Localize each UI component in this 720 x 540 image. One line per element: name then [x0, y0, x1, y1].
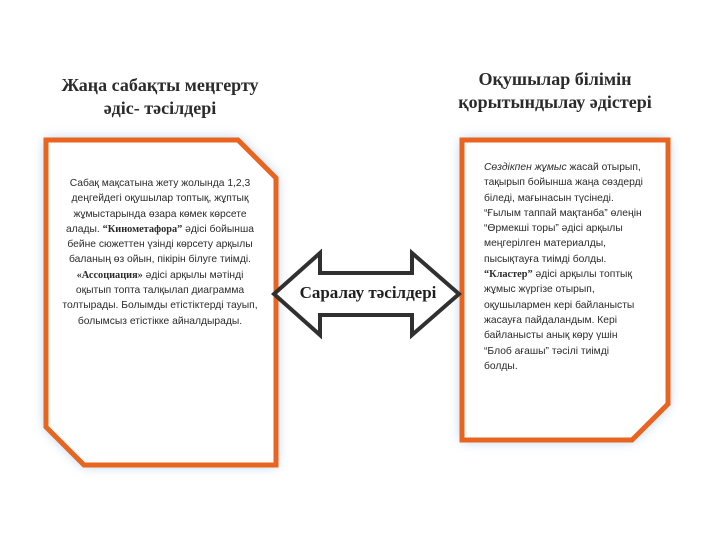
right-term-sozdikpen: Сөздікпен жұмыс — [484, 162, 567, 173]
left-paragraph-1: Сабақ мақсатына жету жолында 1,2,3 деңгейдегі оқушылар топтық, жұптық жұмыстарында өзара көмек көрсете алады. — [66, 178, 251, 235]
left-paragraph-3: әдісі арқылы мәтінді оқытып топта талқылап диаграмма толтырады. Болымды етістіктерді тауып, болымсыз етістікке айналдырады. — [62, 269, 258, 327]
left-heading-line1: Жаңа сабақты меңгерту — [61, 75, 259, 95]
right-heading-line2: қорытындылау әдістері — [458, 92, 652, 112]
right-paragraph-2: әдісі арқылы топтық жұмыс жүргізе отырып, оқушылармен кері байланысты жасауға пайдаландым. Кері байланысты анық көру үшін “Блоб ағашы” тәсілі тиімді болды. — [484, 269, 635, 372]
right-heading-line1: Оқушылар білімін — [478, 69, 632, 89]
left-term-kinometafora: “Кинометафора” — [102, 223, 183, 235]
left-paragraph-2: әдісі бойынша бейне сюжеттен үзінді көрсету арқылы баланың өз ойын, пікірін білуге тиімді. — [67, 223, 254, 266]
left-heading-line2: әдіс- тәсілдері — [103, 98, 217, 118]
right-paragraph-1: жасай отырып, тақырып бойынша жаңа сөздерді біледі, мағынасын түсінеді. “Ғылым таппай мақтанба” өлеңін “Өрмекші торы” әдісі арқылы меңгерілген материалды, пысықтауға тиімді болды. — [484, 162, 643, 265]
left-card-text — [62, 176, 258, 329]
right-card-text — [484, 160, 644, 374]
arrow-label: Саралау тәсілдері — [299, 283, 437, 302]
right-term-klaster: “Кластер” — [484, 269, 533, 281]
left-term-associaciya: «Ассоциация» — [76, 269, 143, 281]
